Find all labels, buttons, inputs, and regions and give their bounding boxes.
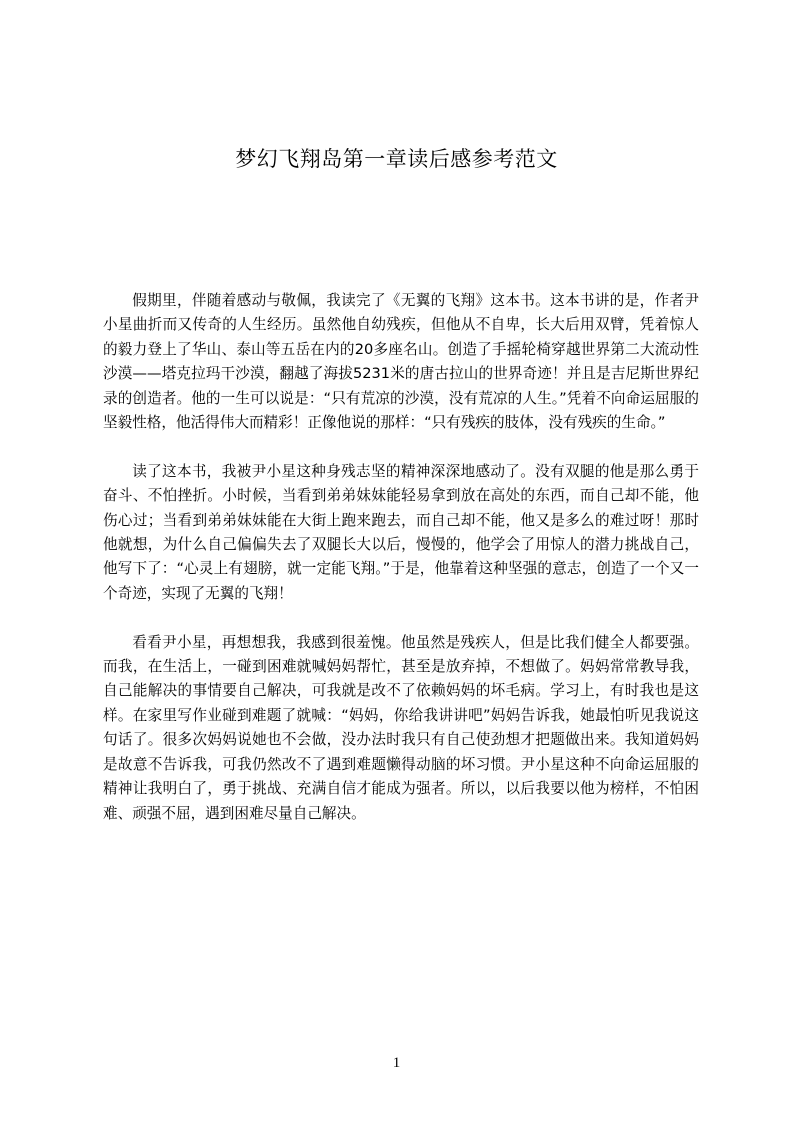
document-body xyxy=(103,289,699,850)
paragraph-3: 看看尹小星，再想想我，我感到很羞愧。他虽然是残疾人，但是比我们健全人都要强。而我，在生活上，一碰到困难就喊妈妈帮忙，甚至是放弃掉，不想做了。妈妈常常教导我，自己能解决的事情要自己解决，可我就是改不了依赖妈妈的坏毛病。学习上，有时我也是这样。在家里写作业碰到难题了就喊：“妈妈，你给我讲讲吧”妈妈告诉我，她最怕听见我说这句话了。很多次妈妈说她也不会做，没办法时我只有自己使劲想才把题做出来。我知道妈妈是故意不告诉我，可我仍然改不了遇到难题懒得动脑的坏习惯。尹小星这种不向命运屈服的精神让我明白了，勇于挑战、充满自信才能成为强者。所以，以后我要以他为榜样，不怕困难、顽强不屈，遇到困难尽量自己解决。 xyxy=(103,633,699,822)
paragraph-1: 假期里，伴随着感动与敬佩，我读完了《无翼的飞翔》这本书。这本书讲的是，作者尹小星曲折而又传奇的人生经历。虽然他自幼残疾，但他从不自卑，长大后用双臂，凭着惊人的毅力登上了华山、泰山等五岳在内的20多座名山。创造了手摇轮椅穿越世界第二大流动性沙漠——塔克拉玛干沙漠，翻越了海拔5231米的唐古拉山的世界奇迹！并且是吉尼斯世界纪录的创造者。他的一生可以说是：“只有荒凉的沙漠，没有荒凉的人生。”凭着不向命运屈服的坚毅性格，他活得伟大而精彩！正像他说的那样：“只有残疾的肢体，没有残疾的生命。” xyxy=(103,292,699,432)
document-title: 梦幻飞翔岛第一章读后感参考范文 xyxy=(235,147,558,171)
page-number: 1 xyxy=(392,1055,401,1071)
paragraph-2: 读了这本书，我被尹小星这种身残志坚的精神深深地感动了。没有双腿的他是那么勇于奋斗、不怕挫折。小时候，当看到弟弟妹妹能轻易拿到放在高处的东西，而自己却不能，他伤心过；当看到弟弟妹妹能在大街上跑来跑去，而自己却不能，他又是多么的难过呀！那时他就想，为什么自己偏偏失去了双腿长大以后，慢慢的，他学会了用惊人的潜力挑战自己，他写下了：“心灵上有翅膀，就一定能飞翔。”于是，他靠着这种坚强的意志，创造了一个又一个奇迹，实现了无翼的飞翔！ xyxy=(103,462,699,602)
